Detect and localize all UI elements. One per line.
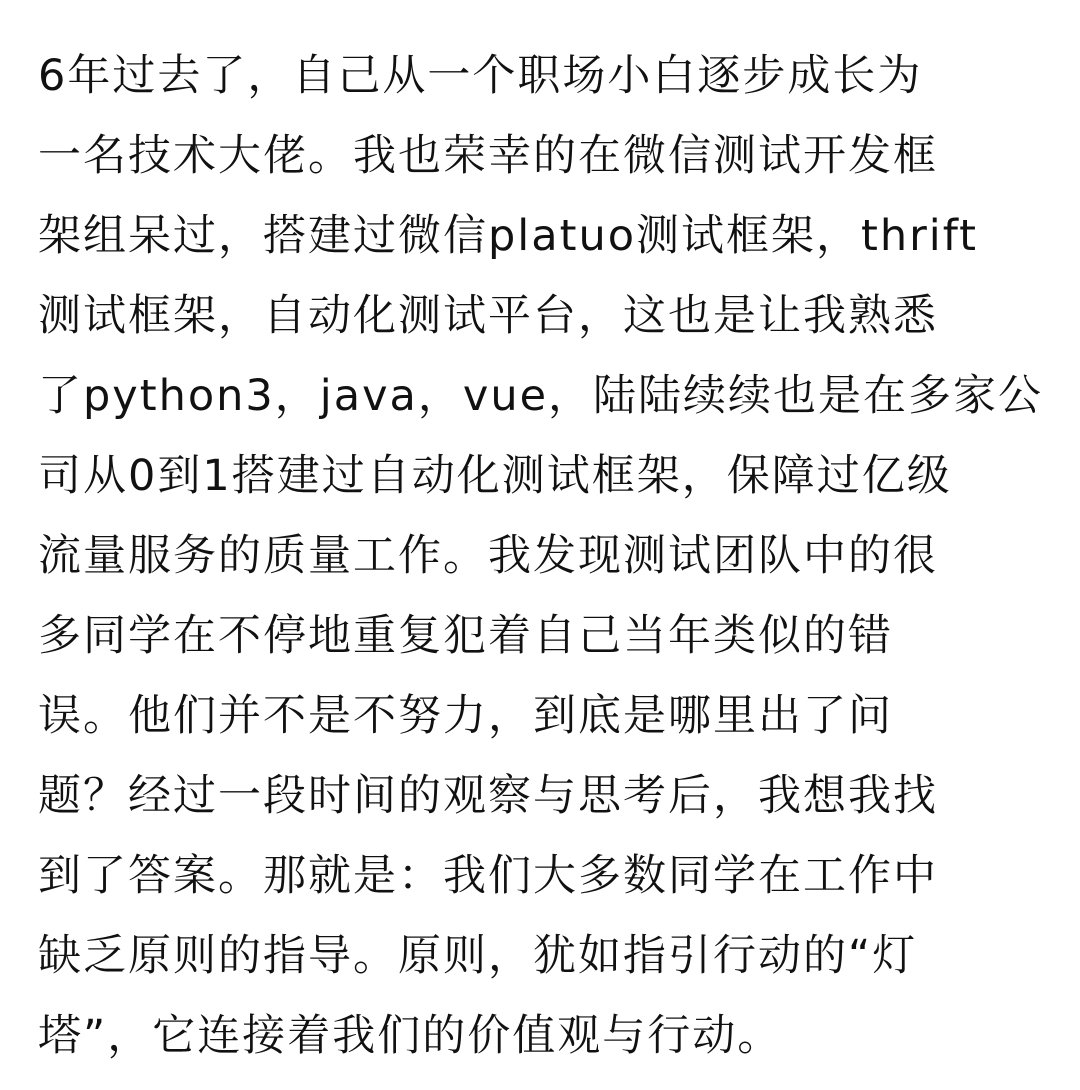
text-line: 到了答案。那就是：我们大多数同学在工作中 <box>38 851 938 901</box>
text-line: 误。他们并不是不努力，到底是哪里出了问 <box>38 691 893 741</box>
text-line: 架组呆过，搭建过微信platuo测试框架，thrift <box>38 211 978 261</box>
text-line: 题？经过一段时间的观察与思考后，我想我找 <box>38 771 938 821</box>
text-line: 司从0到1搭建过自动化测试框架，保障过亿级 <box>38 451 952 501</box>
text-line: 了python3，java，vue，陆陆续续也是在多家公 <box>38 371 1044 421</box>
text-line: 一名技术大佬。我也荣幸的在微信测试开发框 <box>38 131 938 181</box>
text-line: 多同学在不停地重复犯着自己当年类似的错 <box>38 611 893 661</box>
text-line: 测试框架，自动化测试平台，这也是让我熟悉 <box>38 291 938 341</box>
text-line: 6年过去了，自己从一个职场小白逐步成长为 <box>38 51 923 101</box>
text-line: 缺乏原则的指导。原则，犹如指引行动的“灯 <box>38 931 918 981</box>
text-line: 流量服务的质量工作。我发现测试团队中的很 <box>38 531 938 581</box>
article-text-block <box>38 36 1044 1066</box>
text-line: 塔”，它连接着我们的价值观与行动。 <box>38 1011 783 1061</box>
